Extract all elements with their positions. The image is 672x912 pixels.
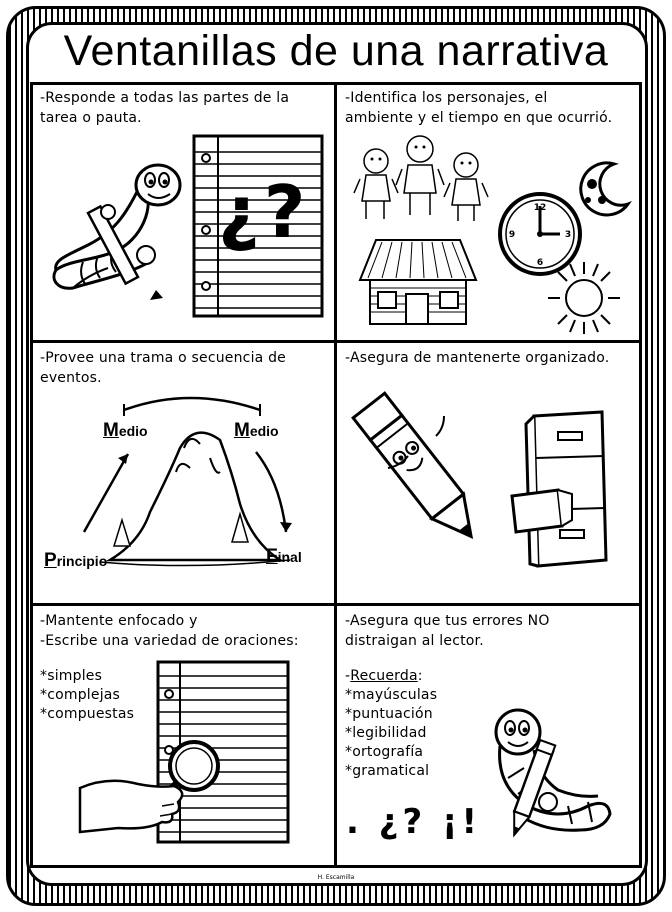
clock-number-12: 12 [533, 203, 547, 213]
label-final: Final [266, 546, 302, 567]
panel-3-line-2: eventos. [40, 370, 102, 386]
list-item-mayusculas: *mayúsculas [345, 687, 438, 703]
worm-with-pencil-icon [48, 150, 183, 305]
label-medio-left: Medio [103, 420, 148, 441]
label-principio: Principio [44, 550, 108, 571]
panel-6-line-1: -Asegura que tus errores NO [345, 613, 550, 629]
three-pigs-icon [354, 135, 494, 223]
list-item-simples: *simples [40, 668, 103, 684]
clock-number-6: 6 [536, 258, 544, 268]
filing-cabinet-icon [510, 410, 610, 570]
page-title: Ventanillas de una narrativa [63, 27, 609, 75]
magnifying-glass-icon [78, 736, 218, 836]
question-marks: ¿? [218, 170, 310, 254]
panel-1-line-2: tarea o pauta. [40, 110, 142, 126]
list-item-compuestas: *compuestas [40, 706, 135, 722]
moon-icon [574, 160, 632, 218]
list-item-gramatical: *gramatical [345, 763, 430, 779]
grid-divider-vertical [334, 82, 337, 868]
author-credit: H. Escamilla [317, 874, 355, 881]
worm-with-pencil-icon-2 [488, 706, 618, 856]
list-item-puntuacion: *puntuación [345, 706, 433, 722]
panel-2-line-1: -Identifica los personajes, el [345, 90, 548, 106]
recuerda-heading: -Recuerda: [345, 668, 423, 684]
panel-4-line-1: -Asegura de mantenerte organizado. [345, 350, 610, 366]
panel-3-text [40, 348, 286, 388]
sun-icon [544, 258, 624, 338]
panel-5-line-2: -Escribe una variedad de oraciones: [40, 633, 299, 649]
clock-number-9: 9 [508, 230, 516, 240]
grid-divider-horizontal-2 [30, 603, 642, 606]
panel-6-line-2: distraigan al lector. [345, 633, 484, 649]
panel-6-text [345, 611, 550, 651]
panel-1-text [40, 88, 289, 128]
label-medio-right: Medio [234, 420, 279, 441]
list-item-legibilidad: *legibilidad [345, 725, 427, 741]
panel-5-line-1: -Mantente enfocado y [40, 613, 198, 629]
recuerda-label: Recuerda [350, 668, 418, 684]
straw-house-icon [356, 236, 480, 328]
plot-mountain-diagram [80, 392, 310, 572]
list-item-ortografia: *ortografía [345, 744, 424, 760]
panel-1-line-1: -Responde a todas las partes de la [40, 90, 290, 106]
panel-3-line-1: -Provee una trama o secuencia de [40, 350, 286, 366]
clock-number-3: 3 [564, 230, 572, 240]
pencil-character-icon [360, 386, 480, 556]
grid-divider-horizontal-1 [30, 340, 642, 343]
checklist [345, 685, 437, 780]
panel-5-text [40, 611, 299, 651]
list-item-complejas: *complejas [40, 687, 121, 703]
panel-2-text [345, 88, 612, 128]
punctuation-marks: . ¿? ¡! [346, 802, 482, 842]
sentence-types-list [40, 666, 134, 723]
panel-2-line-2: ambiente y el tiempo en que ocurrió. [345, 110, 613, 126]
panel-4-text [345, 348, 609, 368]
